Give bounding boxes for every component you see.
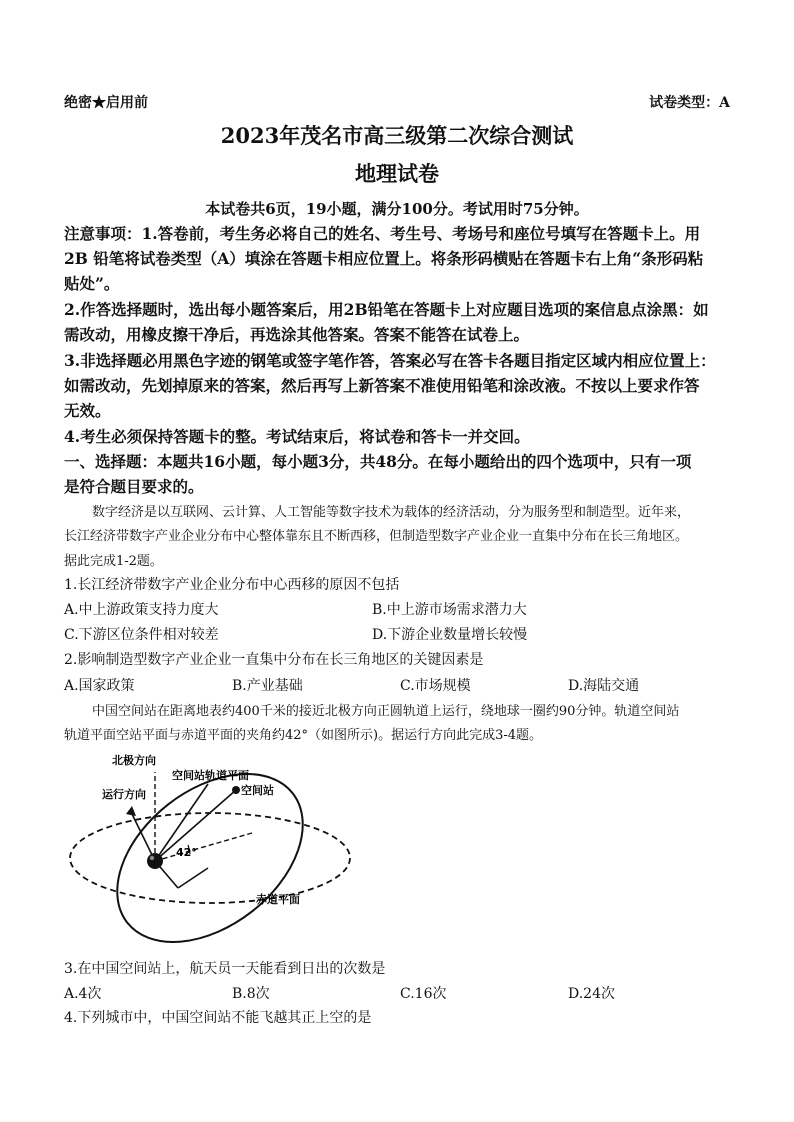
- equator-radius-line: [155, 833, 252, 861]
- passage-1-line-3: 据此完成1-2题。: [64, 554, 163, 569]
- question-3-option-b: B.8次: [232, 986, 270, 1002]
- question-2-stem: 2.影响制造型数字产业企业一直集中分布在长三角地区的关键因素是: [64, 652, 484, 668]
- note-3-line-1: 3.非选择题必用黑色字迹的钢笔或签字笔作答，答案必写在答卡各题目指定区域内相应位置上：: [64, 351, 716, 370]
- note-2-line-1: 2.作答选择题时，选出每小题答案后，用2B铅笔在答题卡上对应题目选项的案信息点涂黑：如: [64, 300, 709, 319]
- question-2-option-d: D.海陆交通: [568, 678, 640, 694]
- question-2-option-b: B.产业基础: [232, 678, 303, 694]
- equatorial-plane-ellipse: [70, 813, 350, 903]
- section-1-heading-line-1: 一、选择题：本题共16小题，每小题3分，共48分。在每小题给出的四个选项中，只有一项: [64, 452, 692, 471]
- question-3-option-a: A.4次: [64, 986, 102, 1002]
- passage-2-line-2: 轨道平面空站平面与赤道平面的夹角约42°（如图所示)。据运行方向此完成3-4题。: [64, 728, 543, 743]
- question-1-stem: 1.长江经济带数字产业企业分布中心西移的原因不包括: [64, 577, 400, 593]
- note-1-line-3: 贴处”。: [64, 274, 120, 293]
- question-4-stem: 4.下列城市中，中国空间站不能飞越其正上空的是: [64, 1010, 372, 1026]
- lower-arm-line: [178, 868, 208, 888]
- space-station-icon: [232, 786, 240, 794]
- question-1-option-a: A.中上游政策支持力度大: [64, 602, 219, 618]
- passage-1-line-1: 数字经济是以互联网、云计算、人工智能等数字技术为载体的经济活动，分为服务型和制造型。近年来，: [92, 505, 691, 520]
- paper-type-label: 试卷类型：A: [649, 95, 730, 111]
- note-1-line-2: 2B 铅笔将试卷类型（A）填涂在答题卡相应位置上。将条形码横贴在答题卡右上角“条形码粘: [64, 249, 704, 268]
- label-space-station: 空间站: [241, 784, 274, 797]
- passage-1-line-2: 长江经济带数字产业企业分布中心整体靠东且不断西移，但制造型数字产业企业一直集中分布在长三角地区。: [64, 529, 689, 544]
- exam-title: 2023年茂名市高三级第二次综合测试: [220, 123, 574, 148]
- note-1-line-1: 注意事项：1.答卷前，考生务必将自己的姓名、考生号、考场号和座位号填写在答题卡上。用: [64, 224, 701, 243]
- question-3-option-d: D.24次: [568, 986, 615, 1002]
- subject-title: 地理试卷: [355, 161, 439, 186]
- question-1-option-b: B.中上游市场需求潜力大: [372, 602, 527, 618]
- question-3-option-c: C.16次: [400, 986, 447, 1002]
- label-orbit-plane: 空间站轨道平面: [172, 769, 249, 782]
- question-1-option-c: C.下游区位条件相对较差: [64, 627, 219, 643]
- question-1-option-d: D.下游企业数量增长较慢: [372, 627, 528, 643]
- note-3-line-2: 如需改动，先划掉原来的答案，然后再写上新答案不准使用铅笔和涂改液。不按以上要求作答: [64, 376, 700, 395]
- confidential-label: 绝密★启用前: [64, 95, 148, 111]
- question-3-stem: 3.在中国空间站上，航天员一天能看到日出的次数是: [64, 961, 386, 977]
- question-2-option-a: A.国家政策: [64, 678, 135, 694]
- note-3-line-3: 无效。: [64, 401, 111, 420]
- label-north-direction: 北极方向: [112, 754, 156, 767]
- earth-icon: [147, 853, 163, 869]
- direction-arrow-icon: [126, 806, 136, 816]
- note-2-line-2: 需改动，用橡皮擦干净后，再选涂其他答案。答案不能答在试卷上。: [64, 325, 530, 344]
- orbit-diagram: [60, 748, 360, 948]
- section-1-heading-line-2: 是符合题目要求的。: [64, 477, 204, 496]
- label-run-direction: 运行方向: [102, 788, 146, 801]
- question-2-option-c: C.市场规模: [400, 678, 471, 694]
- label-equator-plane: 赤道平面: [256, 893, 300, 906]
- label-angle: 42°: [176, 846, 197, 859]
- passage-2-line-1: 中国空间站在距离地表约400千米的接近北极方向正圆轨道上运行，绕地球一圈约90分钟。轨道空间站: [92, 704, 680, 719]
- note-4-line-1: 4.考生必须保持答题卡的整。考试结束后，将试卷和答卡一并交回。: [64, 427, 530, 446]
- exam-info: 本试卷共6页，19小题，满分100分。考试用时75分钟。: [205, 200, 589, 218]
